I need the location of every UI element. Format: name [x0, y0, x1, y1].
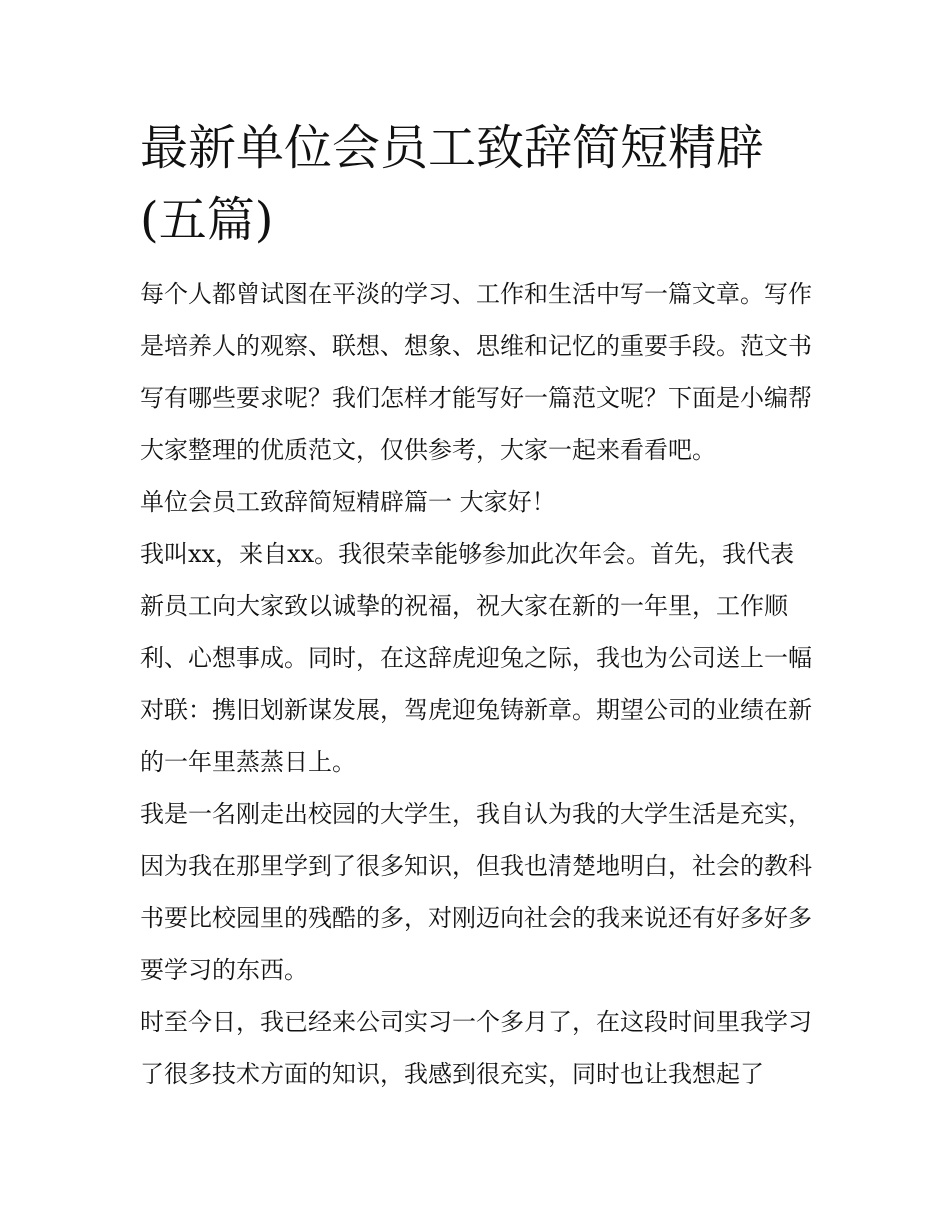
- document-page: [140, 112, 812, 1100]
- document-title: 最新单位会员工致辞简短精辟(五篇): [140, 120, 765, 248]
- document-body: [140, 268, 812, 1100]
- paragraph-internship: 时至今日，我已经来公司实习一个多月了，在这段时间里我学习了很多技术方面的知识，我感到很充实，同时也让我想起了: [140, 1008, 812, 1088]
- paragraph-section-heading: 单位会员工致辞简短精辟篇一 大家好！: [140, 488, 556, 516]
- paragraph-intro: 每个人都曾试图在平淡的学习、工作和生活中写一篇文章。写作是培养人的观察、联想、想象、思维和记忆的重要手段。范文书写有哪些要求呢？我们怎样才能写好一篇范文呢？下面是小编帮大家整理的优质范文，仅供参考，大家一起来看看吧。: [140, 280, 812, 464]
- paragraph-student: 我是一名刚走出校园的大学生，我自认为我的大学生活是充实，因为我在那里学到了很多知识，但我也清楚地明白，社会的教科书要比校园里的残酷的多，对刚迈向社会的我来说还有好多好多要学习的东西。: [140, 800, 812, 984]
- paragraph-greeting: 我叫xx，来自xx。我很荣幸能够参加此次年会。首先，我代表新员工向大家致以诚挚的祝福，祝大家在新的一年里，工作顺利、心想事成。同时，在这辞虎迎兔之际，我也为公司送上一幅对联：携旧划新谋发展，驾虎迎兔铸新章。期望公司的业绩在新的一年里蒸蒸日上。: [140, 540, 812, 776]
